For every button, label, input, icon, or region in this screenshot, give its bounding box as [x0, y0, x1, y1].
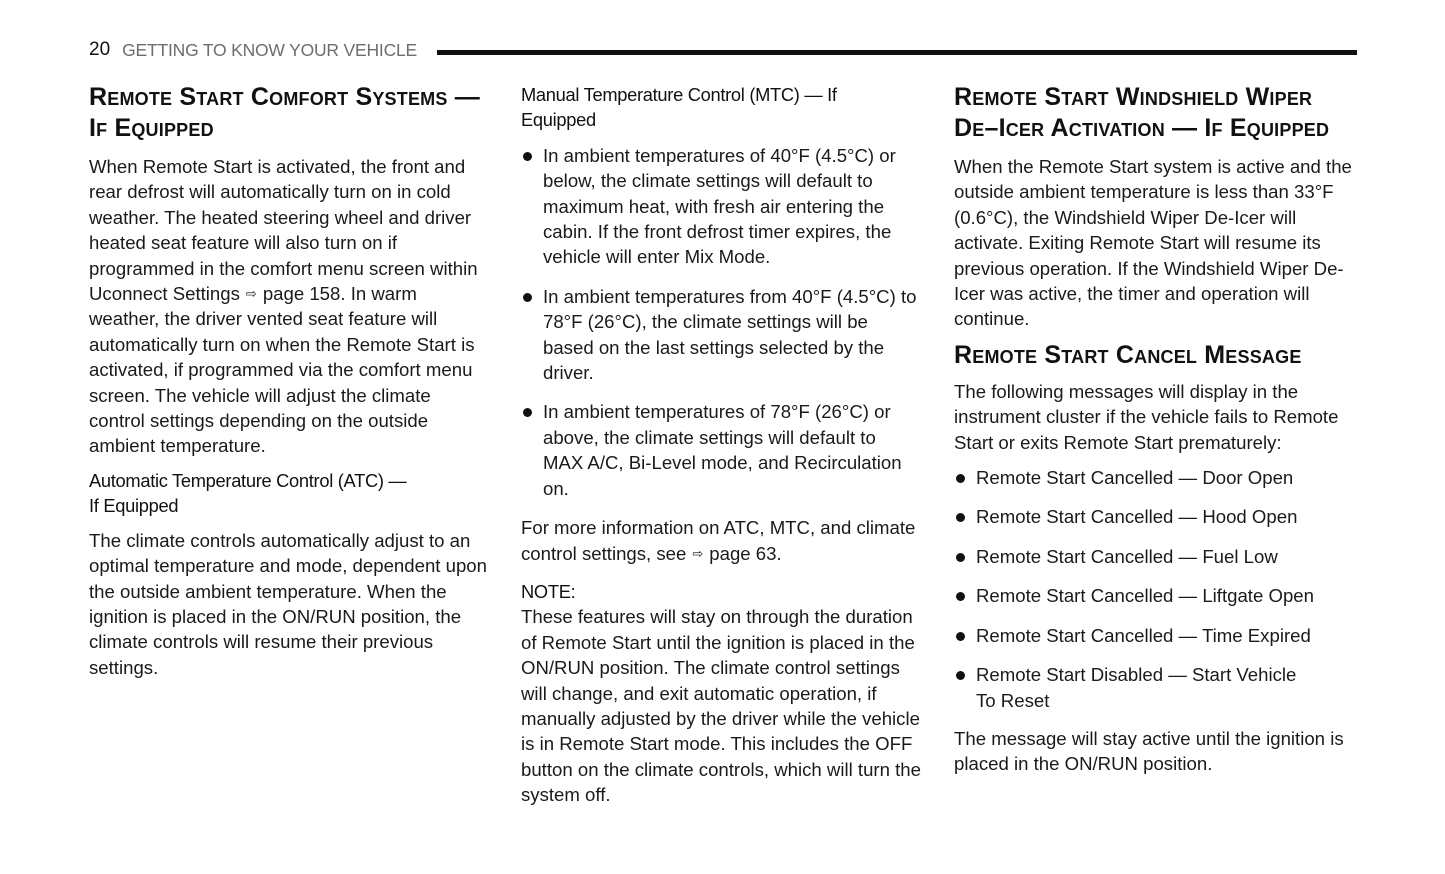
list-item-text: In ambient temperatures of 40°F (4.5°C) or below, the climate settings will default to maximum heat, with fresh air entering the cabin. If the front defrost timer expires, the vehicle will enter Mix Mode.	[543, 144, 896, 268]
more-info-paragraph	[521, 515, 921, 566]
page-reference-link[interactable]: page 158	[262, 283, 341, 305]
column-1	[89, 82, 489, 680]
list-item	[954, 465, 1354, 490]
cancel-messages-list	[954, 465, 1354, 713]
bullet-icon	[523, 293, 532, 302]
paragraph-text: .	[776, 542, 782, 564]
page-reference-arrow-icon: ⇨	[692, 545, 704, 561]
list-item-text: Remote Start Disabled — Start Vehicle To Reset	[976, 664, 1297, 711]
list-item	[954, 623, 1354, 648]
page-number: 20	[89, 39, 111, 60]
list-item-text: In ambient temperatures from 40°F (4.5°C) to 78°F (26°C), the climate settings will be based on the last settings selected by the driver.	[543, 285, 917, 384]
heading-line: Remote Start Comfort Systems —	[89, 83, 480, 111]
header-rule	[437, 50, 1357, 55]
bullet-icon	[956, 592, 965, 601]
section-heading-cancel-message: Remote Start Cancel Message	[954, 340, 1302, 369]
running-title: GETTING TO KNOW YOUR VEHICLE	[122, 39, 418, 60]
paragraph-text: For more information on ATC, MTC, and climate control settings, see	[521, 517, 916, 564]
atc-paragraph: The climate controls automatically adjust to an optimal temperature and mode, dependent upon the outside ambient temperature. When the ignition is placed in the ON/RUN position, the climate controls will resume their previous settings.	[89, 529, 487, 678]
section-heading-comfort-systems	[89, 82, 489, 144]
list-item-text: Remote Start Cancelled — Hood Open	[976, 506, 1298, 528]
list-item	[954, 504, 1354, 529]
bullet-icon	[956, 632, 965, 641]
column-2	[521, 82, 921, 808]
wiper-paragraph: When the Remote Start system is active and the outside ambient temperature is less than 33°F (0.6°C), the Windshield Wiper De-Icer will activate. Exiting Remote Start will resume its previous operation. If the Windshield Wiper De-Icer was active, the timer and operation will continue.	[954, 156, 1352, 330]
closing-paragraph: The message will stay active until the ignition is placed in the ON/RUN position.	[954, 727, 1344, 775]
bullet-icon	[523, 408, 532, 417]
page-reference-link[interactable]: page 63	[709, 542, 777, 564]
column-3	[954, 82, 1354, 777]
bullet-icon	[956, 513, 965, 522]
list-item-text: In ambient temperatures of 78°F (26°C) or above, the climate settings will default to MAX A/C, Bi-Level mode, and Recirculation on.	[543, 401, 902, 499]
list-item	[954, 544, 1354, 569]
comfort-intro-paragraph	[89, 154, 489, 459]
mtc-bullet-list	[521, 143, 921, 501]
list-item-text: Remote Start Cancelled — Liftgate Open	[976, 585, 1314, 607]
cancel-intro-paragraph: The following messages will display in the instrument cluster if the vehicle fails to Remote Start or exits Remote Start prematurely:	[954, 380, 1339, 453]
section-heading-wiper-deicer	[954, 82, 1354, 144]
bullet-icon	[956, 474, 965, 483]
bullet-icon	[956, 671, 965, 680]
list-item	[521, 284, 921, 386]
list-item	[954, 662, 1316, 713]
heading-line: If Equipped	[89, 114, 214, 142]
page-header	[89, 38, 1357, 62]
subheading-line: If Equipped	[89, 495, 179, 517]
heading-line: Remote Start Windshield Wiper	[954, 83, 1313, 111]
list-item	[954, 583, 1354, 608]
page-reference-arrow-icon: ⇨	[245, 286, 257, 302]
note-paragraph: These features will stay on through the duration of Remote Start until the ignition is placed in the ON/RUN position. The climate control settings will change, and exit automatic operation, if manually adjusted by the driver while the vehicle is in Remote Start mode. This includes the OFF button on the climate controls, which will turn the system off.	[521, 606, 921, 806]
paragraph-text: . In warm weather, the driver vented seat feature will automatically turn on when the Remote Start is activated, if programmed via the comfort menu screen. The vehicle will adjust the climate control settings depending on the outside ambient temperature.	[89, 283, 475, 457]
atc-subheading	[89, 468, 489, 519]
heading-line: De–Icer Activation — If Equipped	[954, 114, 1330, 142]
list-item-text: Remote Start Cancelled — Fuel Low	[976, 545, 1278, 567]
subheading-line: Automatic Temperature Control (ATC) —	[89, 469, 407, 491]
bullet-icon	[956, 553, 965, 562]
list-item	[521, 143, 921, 270]
list-item-text: Remote Start Cancelled — Time Expired	[976, 624, 1311, 646]
mtc-subheading: Manual Temperature Control (MTC) — If Equipped	[521, 84, 837, 131]
list-item	[521, 399, 921, 501]
bullet-icon	[523, 152, 532, 161]
list-item-text: Remote Start Cancelled — Door Open	[976, 467, 1294, 489]
paragraph-text: When Remote Start is activated, the front and rear defrost will automatically turn on in cold weather. The heated steering wheel and driver heated seat feature will also turn on if programmed in the comfort menu screen within Uconnect Settings	[89, 156, 478, 305]
note-label: NOTE:	[521, 580, 576, 602]
